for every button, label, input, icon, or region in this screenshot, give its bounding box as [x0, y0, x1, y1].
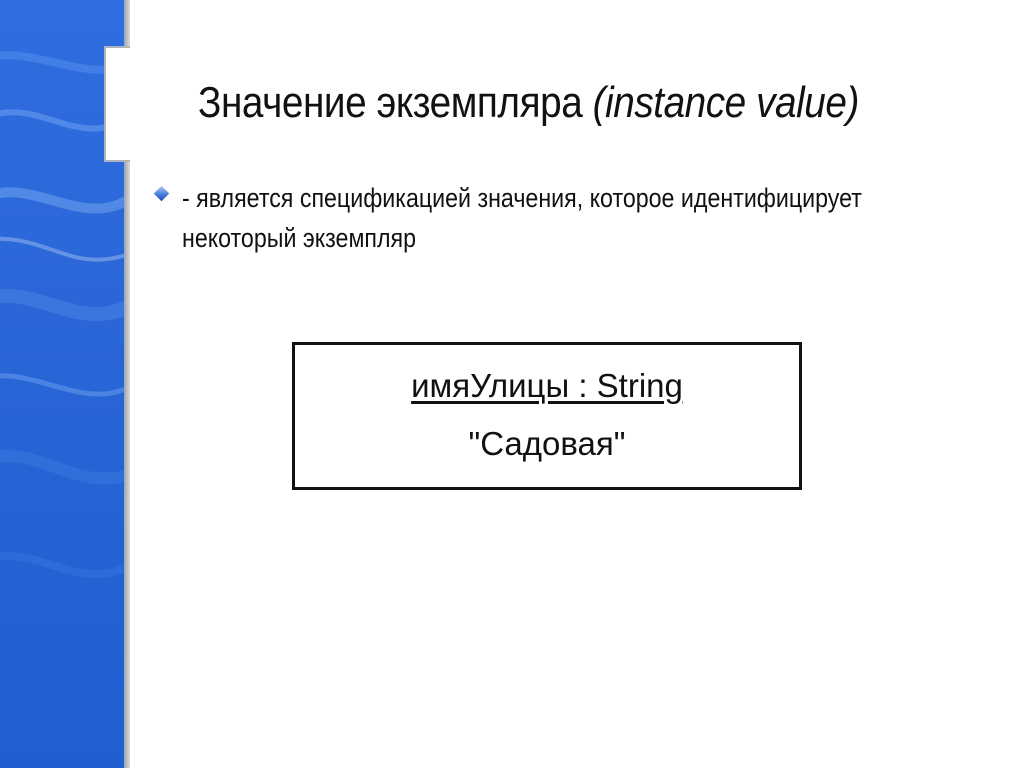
bullet-text — [182, 178, 862, 258]
slide-title — [198, 78, 859, 128]
title-main: Значение экземпляра — [198, 78, 593, 127]
title-italic: (instance value) — [592, 78, 859, 127]
instance-value-box — [292, 342, 802, 490]
notch-cover — [126, 48, 132, 160]
diamond-bullet-icon — [154, 186, 170, 202]
bullet-line-2: некоторый экземпляр — [182, 223, 417, 253]
bullet-line-1: - является спецификацией значения, которое идентифицирует — [182, 183, 862, 213]
instance-type-label: имяУлицы : String — [411, 367, 683, 404]
instance-value: "Садовая" — [468, 425, 626, 462]
